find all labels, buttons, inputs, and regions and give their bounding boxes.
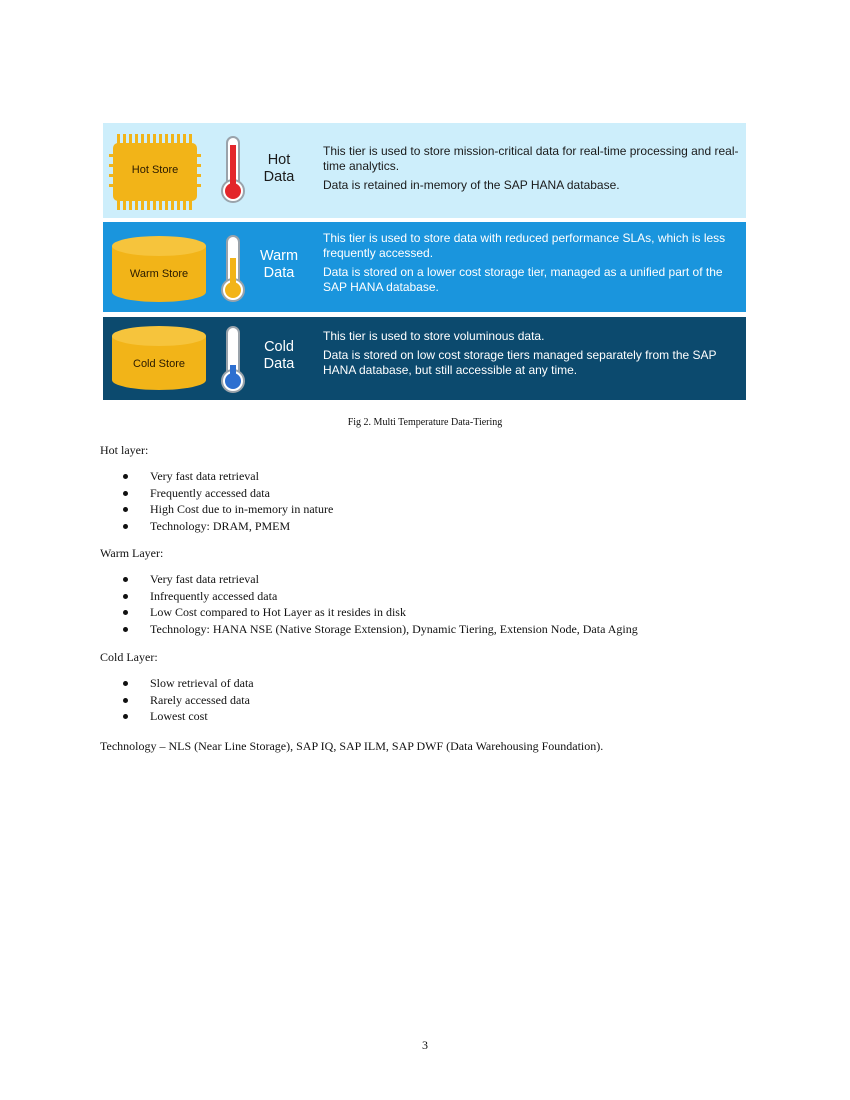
warm-store-label: Warm Store — [129, 268, 189, 280]
bullet-icon — [123, 577, 128, 582]
list-item-text: Low Cost compared to Hot Layer as it resides in disk — [150, 605, 406, 619]
list-item — [122, 468, 333, 485]
list-item-text: Lowest cost — [150, 709, 208, 723]
hot-store-chip — [109, 134, 201, 210]
list-item — [122, 692, 254, 709]
warm-tier-description — [323, 231, 741, 299]
tier-description-line: Data is stored on low cost storage tiers managed separately from the SAP HANA database, but still accessible at any time. — [323, 348, 717, 377]
hot-layer-heading: Hot layer: — [100, 443, 149, 457]
tier-name-line: Hot — [267, 152, 291, 168]
thermometer-icon — [219, 325, 247, 400]
list-item — [122, 675, 254, 692]
tier-name-line: Cold — [264, 339, 294, 355]
list-item-text: Frequently accessed data — [150, 485, 270, 500]
figure-caption: Fig 2. Multi Temperature Data-Tiering — [347, 417, 503, 428]
list-item — [122, 621, 638, 638]
bullet-icon — [123, 610, 128, 615]
cold-tier-description — [323, 329, 741, 382]
list-item — [122, 518, 333, 535]
list-item-text: Technology: HANA NSE (Native Storage Extension), Dynamic Tiering, Extension Node, Data Aging — [150, 621, 638, 636]
cold-store-label: Cold Store — [133, 358, 185, 370]
list-item-text: Very fast data retrieval — [150, 572, 259, 586]
warm-layer-list — [122, 571, 638, 637]
hot-data-title — [256, 152, 302, 186]
list-item — [122, 571, 638, 588]
warm-layer-heading: Warm Layer: — [100, 546, 164, 560]
page-number: 3 — [422, 1038, 428, 1052]
tier-description-line: This tier is used to store voluminous data. — [323, 329, 545, 343]
list-item-text: Rarely accessed data — [150, 692, 250, 707]
list-item-text: Very fast data retrieval — [150, 469, 259, 483]
bullet-icon — [123, 594, 128, 599]
bullet-icon — [123, 627, 128, 632]
bullet-icon — [123, 681, 128, 686]
bullet-icon — [123, 507, 128, 512]
thermometer-icon — [219, 234, 247, 309]
tier-name-line: Data — [263, 356, 295, 372]
tier-name-line: Warm — [259, 248, 299, 264]
cold-layer-list — [122, 675, 254, 725]
list-item-text: Technology: DRAM, PMEM — [150, 518, 291, 533]
bullet-icon — [123, 474, 128, 479]
data-tiering-figure — [103, 123, 746, 400]
technology-summary: Technology – NLS (Near Line Storage), SAP IQ, SAP ILM, SAP DWF (Data Warehousing Foundation). — [100, 739, 604, 753]
hot-store-label: Hot Store — [131, 164, 179, 176]
list-item — [122, 588, 638, 605]
list-item-text: Infrequently accessed data — [150, 588, 278, 603]
warm-tier-panel — [103, 222, 746, 312]
cold-data-title — [256, 339, 302, 373]
list-item — [122, 501, 333, 518]
cold-tier-panel — [103, 317, 746, 400]
tier-description-line: Data is stored on a lower cost storage tier, managed as a unified part of the SAP HANA database. — [323, 265, 723, 294]
warm-data-title — [256, 248, 302, 282]
tier-name-line: Data — [263, 265, 295, 281]
bullet-icon — [123, 698, 128, 703]
list-item — [122, 485, 333, 502]
thermometer-icon — [219, 135, 247, 210]
list-item — [122, 604, 638, 621]
bullet-icon — [123, 491, 128, 496]
cold-layer-heading: Cold Layer: — [100, 650, 158, 664]
bullet-icon — [123, 524, 128, 529]
list-item-text: High Cost due to in-memory in nature — [150, 502, 334, 516]
tier-description-line: Data is retained in-memory of the SAP HANA database. — [323, 178, 620, 192]
warm-store-cylinder — [109, 234, 209, 304]
hot-tier-panel — [103, 123, 746, 218]
hot-layer-list — [122, 468, 333, 534]
bullet-icon — [123, 714, 128, 719]
tier-description-line: This tier is used to store data with reduced performance SLAs, which is less frequently accessed. — [323, 231, 726, 260]
tier-description-line: This tier is used to store mission-critical data for real-time processing and real-time analytics. — [323, 144, 739, 173]
cold-store-cylinder — [109, 325, 209, 391]
list-item-text: Slow retrieval of data — [150, 676, 254, 690]
hot-tier-description — [323, 144, 741, 197]
tier-name-line: Data — [263, 169, 295, 185]
list-item — [122, 708, 254, 725]
